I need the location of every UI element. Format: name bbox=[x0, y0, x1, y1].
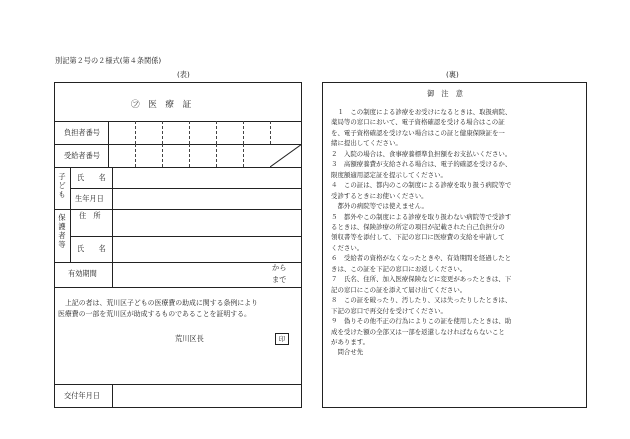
note-line: ６ 受給者の資格がなくなったときや、有効期間を経過したと bbox=[331, 254, 512, 263]
unused-digit-slash bbox=[270, 144, 302, 167]
front-rule bbox=[54, 144, 302, 145]
digit-divider bbox=[189, 121, 190, 144]
note-line: るときは、保険診療の所定の項目が記載された自己負担分の bbox=[331, 222, 505, 231]
note-line: ５ 都外やこの制度による診療を取り扱わない病院等で受診す bbox=[331, 212, 512, 221]
note-line: ください。 bbox=[331, 243, 364, 252]
payer-number-label: 負担者番号 bbox=[64, 128, 100, 137]
digit-divider bbox=[135, 144, 136, 167]
note-line: があります。 bbox=[331, 337, 370, 346]
note-line: １ この制度による診療をお受けになるときは、取扱病院、 bbox=[331, 108, 512, 116]
back-side-label: (裏) bbox=[446, 70, 459, 79]
digit-divider bbox=[243, 121, 244, 144]
back-title: 御 注 意 bbox=[427, 89, 463, 98]
seal-mark: 印 bbox=[275, 333, 289, 345]
valid-from-label: から bbox=[272, 263, 287, 272]
front-rule bbox=[70, 188, 302, 189]
note-line: 記の窓口にこの証を添えて届け出てください。 bbox=[331, 285, 467, 294]
digit-divider bbox=[189, 144, 190, 167]
front-rule bbox=[54, 287, 302, 288]
issuer-name: 荒川区長 bbox=[175, 334, 204, 343]
note-line: ４ この証は、都内のこの制度による診療を取り扱う病院等で bbox=[331, 181, 512, 190]
note-line: ８ この証を破ったり、汚したり、又は失ったりしたときは、 bbox=[331, 296, 512, 305]
note-line: 都外の病院等では使えません。 bbox=[331, 202, 428, 211]
note-line: 問合せ先 bbox=[331, 348, 364, 357]
front-rule bbox=[112, 167, 113, 287]
front-title: ㋫ 医 療 証 bbox=[131, 100, 192, 110]
front-rule bbox=[54, 121, 302, 122]
note-line: ９ 偽りその他不正の行為によりこの証を使用したときは、助 bbox=[331, 317, 512, 326]
note-line: ２ 入院の場合は、食事療養標準負担額をお支払いください。 bbox=[331, 149, 512, 158]
certification-line: 上記の者は、荒川区子どもの医療費の助成に関する条例により bbox=[65, 299, 258, 307]
note-line: 下記の窓口で再交付を受けてください。 bbox=[331, 306, 447, 315]
issue-date-label: 交付年月日 bbox=[64, 391, 100, 400]
front-side-label: (表) bbox=[177, 70, 190, 79]
note-line: 限度額適用認定証を提示してください。 bbox=[331, 170, 447, 179]
note-line: 領収書等を添付して、下記の窓口に医療費の支給を申請して bbox=[331, 233, 505, 242]
child-vertical-label: 子ども bbox=[58, 172, 66, 199]
note-line: 薬局等の窓口において、電子資格確認を受ける場合はこの証 bbox=[331, 118, 505, 127]
front-rule bbox=[54, 384, 302, 385]
note-line: ３ 高額療養費が支給される場合は、電子的確認を受けるか、 bbox=[331, 160, 512, 169]
front-rule bbox=[112, 384, 113, 408]
child-name-label: 氏 名 bbox=[77, 173, 106, 182]
valid-until-label: まで bbox=[272, 275, 287, 284]
front-rule bbox=[70, 167, 71, 262]
front-rule bbox=[70, 236, 302, 237]
guardian-name-label: 氏 名 bbox=[77, 244, 106, 253]
digit-divider bbox=[243, 144, 244, 167]
note-line: 成を受けた額の全部又は一部を返還しなければならないこと bbox=[331, 327, 505, 336]
address-label: 住 所 bbox=[79, 211, 101, 220]
notes-list bbox=[331, 107, 591, 358]
digit-divider bbox=[135, 121, 136, 144]
guardian-vertical-label: 保護者等 bbox=[58, 213, 66, 249]
note-line: 受診するときにお使いください。 bbox=[331, 191, 428, 200]
recipient-number-label: 受給者番号 bbox=[64, 151, 100, 160]
digit-divider bbox=[216, 144, 217, 167]
digit-divider bbox=[270, 121, 271, 144]
digit-divider bbox=[216, 121, 217, 144]
front-rule bbox=[108, 121, 109, 167]
note-line: きは、この証を下記の窓口にお返しください。 bbox=[331, 264, 467, 273]
front-rule bbox=[54, 167, 302, 168]
note-line: ７ 氏名、住所、加入医療保険などに変更があったときは、下 bbox=[331, 275, 512, 284]
note-line: を、電子資格確認を受けない場合はこの証と健康保険証を一 bbox=[331, 128, 505, 137]
digit-divider bbox=[162, 121, 163, 144]
front-rule bbox=[54, 209, 302, 210]
digit-divider bbox=[162, 144, 163, 167]
certification-line: 医療費の一部を荒川区が助成するものであることを証明する。 bbox=[58, 310, 251, 319]
valid-period-label: 有効期間 bbox=[68, 269, 97, 278]
birth-date-label: 生年月日 bbox=[75, 194, 104, 203]
note-line: 緒に提出してください。 bbox=[331, 139, 402, 148]
certification-text bbox=[58, 298, 258, 321]
form-label: 別記第２号の２様式(第４条関係) bbox=[55, 56, 162, 65]
front-rule bbox=[54, 262, 302, 263]
